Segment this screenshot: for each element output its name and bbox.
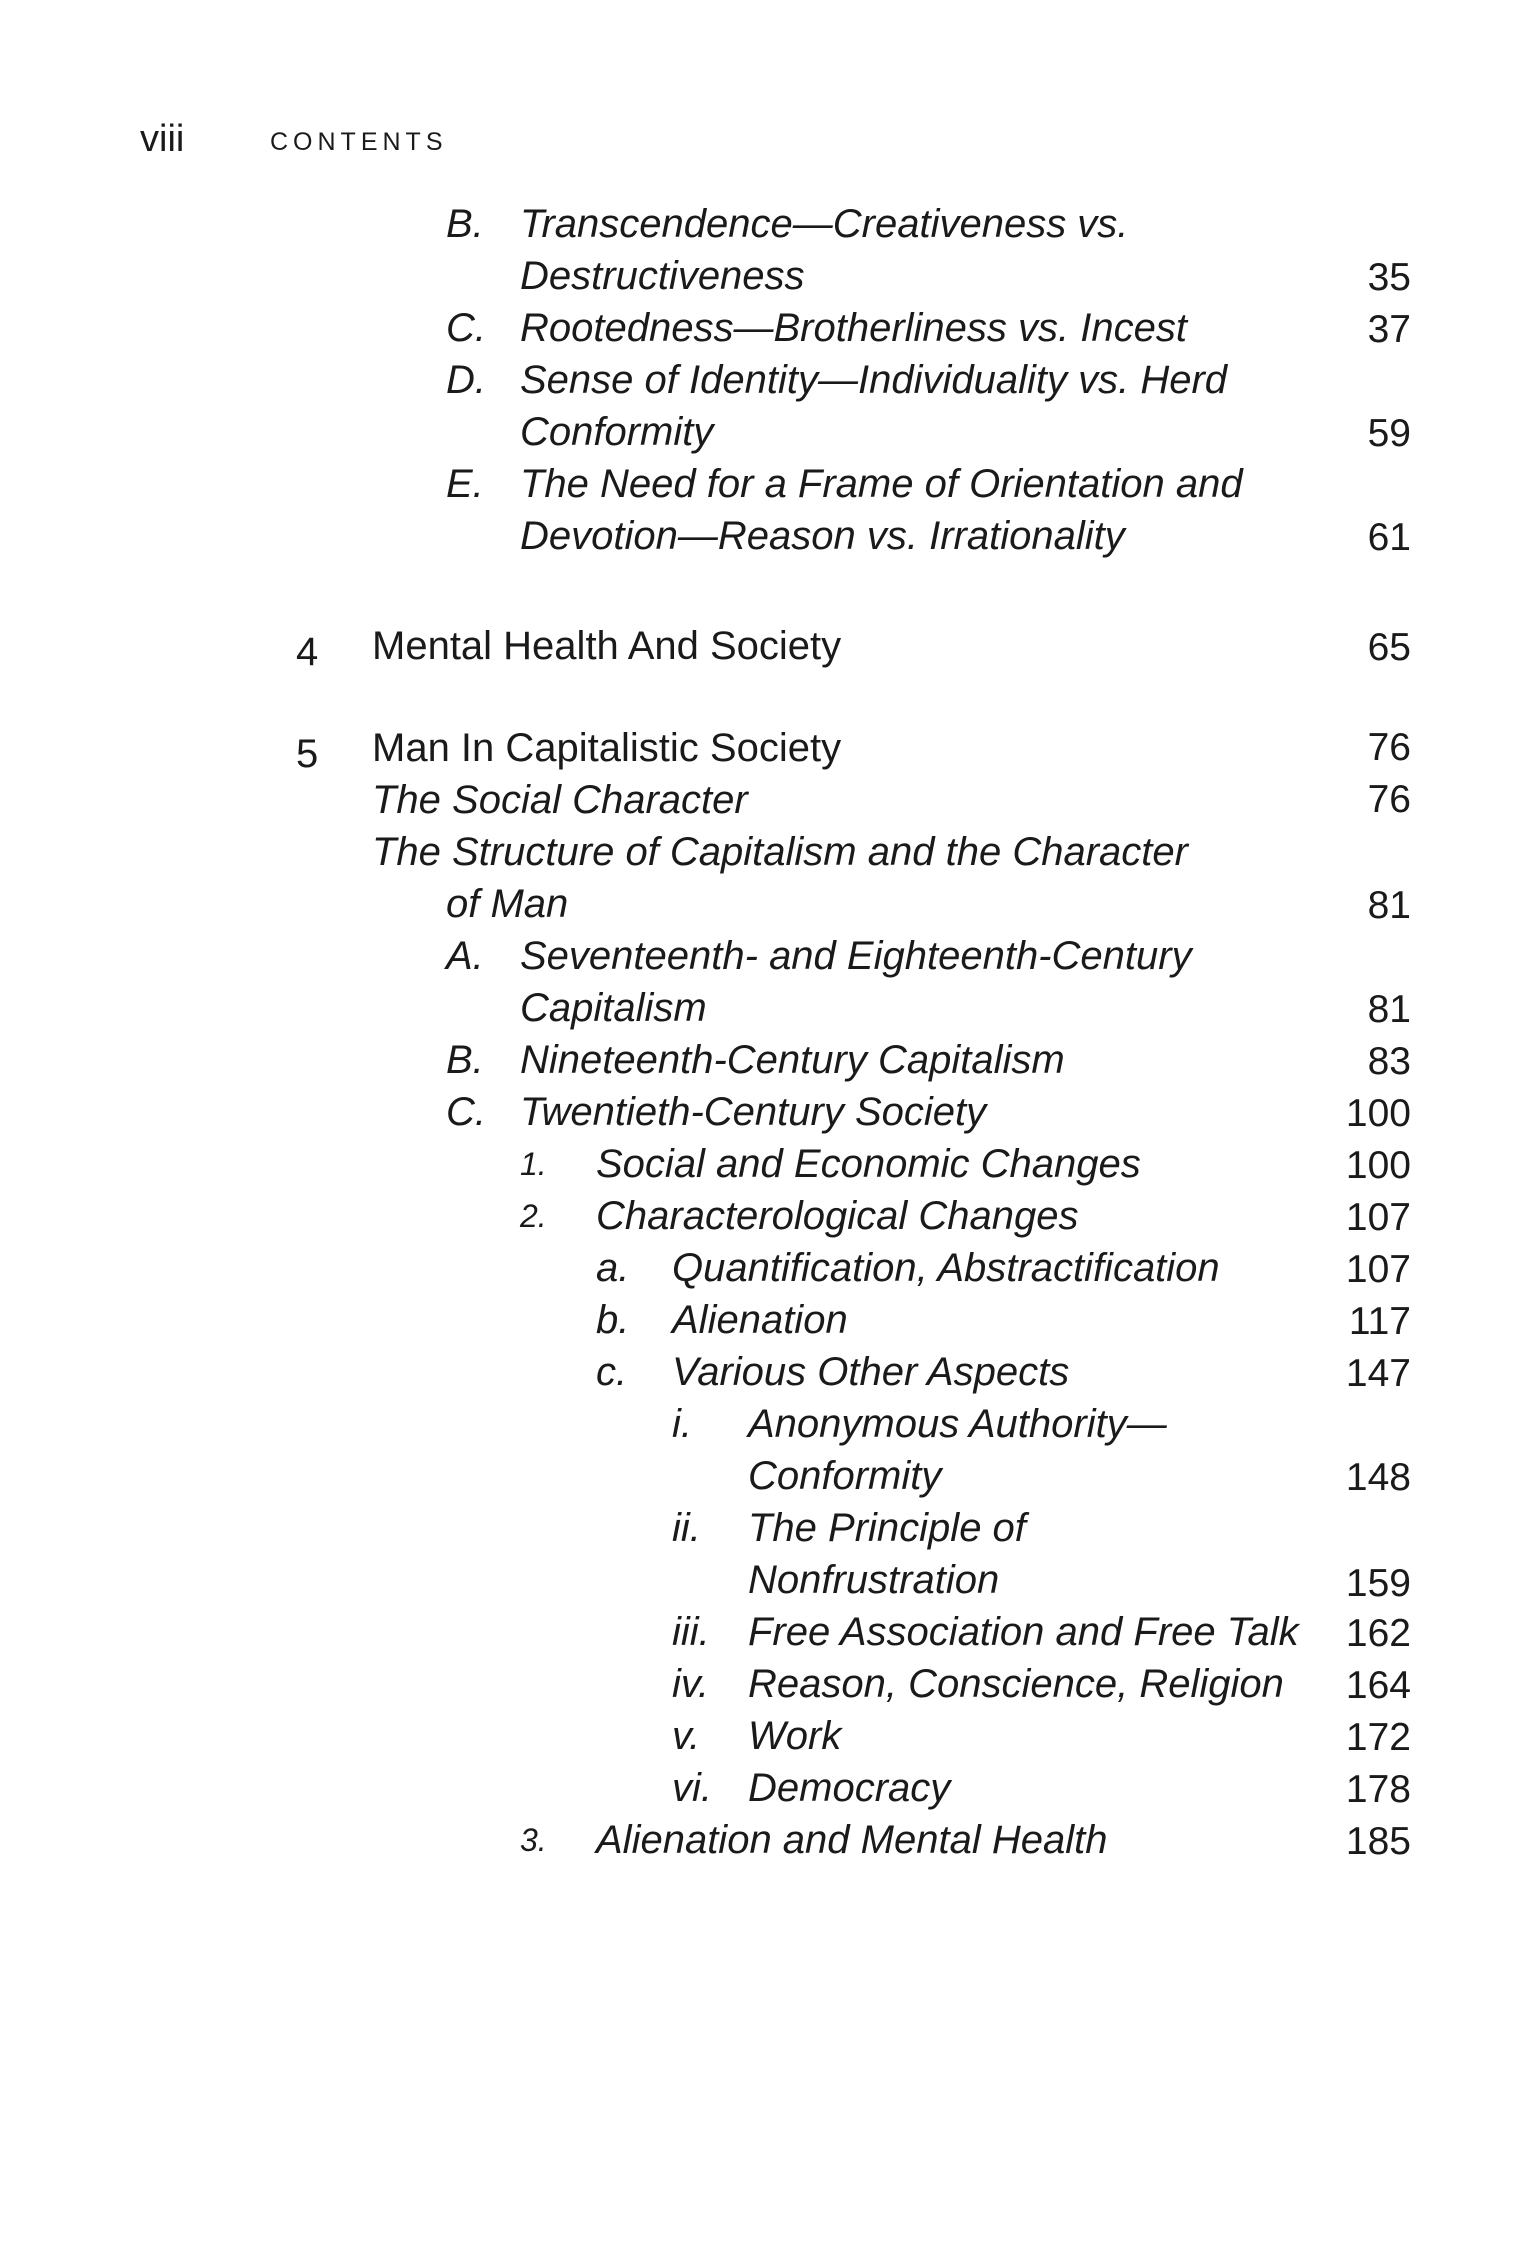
entry-title: Twentieth-Century Society xyxy=(520,1090,987,1134)
toc-entry xyxy=(748,1606,1299,1658)
toc-entry xyxy=(520,930,1192,982)
entry-title: The Principle of xyxy=(748,1506,1026,1550)
toc-entry xyxy=(672,1658,709,1710)
entry-page-number: 185 xyxy=(1345,1820,1411,1863)
entry-page-number: 159 xyxy=(1345,1562,1411,1605)
entry-label: c. xyxy=(596,1350,628,1394)
entry-label: v. xyxy=(672,1714,701,1758)
toc-entry xyxy=(520,406,713,458)
toc-entry xyxy=(520,458,1243,510)
entry-title: The Need for a Frame of Orientation and xyxy=(520,462,1243,506)
entry-title: Destructiveness xyxy=(520,254,805,298)
toc-entry xyxy=(596,1190,1079,1242)
toc-entry xyxy=(520,302,1187,354)
entry-label: iii. xyxy=(672,1610,710,1654)
toc-entry xyxy=(596,1242,629,1294)
chapter-title: Mental Health And Society xyxy=(372,624,842,668)
toc-section xyxy=(446,878,568,930)
entry-label: 1. xyxy=(520,1146,547,1182)
entry-title: Seventeenth- and Eighteenth-Century xyxy=(520,934,1192,978)
entry-label: D. xyxy=(446,358,486,402)
entry-label: 2. xyxy=(520,1198,547,1234)
entry-page-number: 147 xyxy=(1345,1352,1411,1395)
toc-entry xyxy=(672,1606,710,1658)
entry-page-number: 59 xyxy=(1367,412,1411,455)
toc-section xyxy=(372,826,1188,878)
toc-entry xyxy=(672,1762,712,1814)
entry-label: a. xyxy=(596,1246,630,1290)
toc-entry xyxy=(520,982,707,1034)
toc-entry xyxy=(520,1814,547,1866)
toc-entry xyxy=(520,354,1227,406)
page-folio: viii xyxy=(140,118,185,160)
toc-entry xyxy=(446,354,486,406)
toc-entry xyxy=(446,1034,484,1086)
entry-page-number: 162 xyxy=(1345,1612,1411,1655)
entry-title: Democracy xyxy=(748,1766,951,1810)
entry-title: Various Other Aspects xyxy=(672,1350,1070,1394)
toc-entry xyxy=(672,1346,1069,1398)
entry-title: Transcendence—Creativeness vs. xyxy=(520,202,1129,246)
toc-entry xyxy=(672,1242,1220,1294)
toc-entry xyxy=(520,1138,547,1190)
entry-label: B. xyxy=(446,1038,484,1082)
toc-entry xyxy=(748,1502,1026,1554)
entry-label: b. xyxy=(596,1298,630,1342)
entry-page-number: 172 xyxy=(1345,1716,1411,1759)
entry-page-number: 148 xyxy=(1345,1456,1411,1499)
toc-entry xyxy=(748,1762,950,1814)
entry-label: iv. xyxy=(672,1662,710,1706)
entry-title: Sense of Identity—Individuality vs. Herd xyxy=(520,358,1228,402)
toc-entry xyxy=(672,1294,848,1346)
toc-entry xyxy=(748,1450,941,1502)
toc-entry xyxy=(446,930,484,982)
toc-entry xyxy=(596,1346,627,1398)
toc-entry xyxy=(446,458,484,510)
toc-section xyxy=(372,774,748,826)
toc-entry xyxy=(446,198,484,250)
entry-title: Conformity xyxy=(520,410,714,454)
entry-label: i. xyxy=(672,1402,692,1446)
entry-page-number: 81 xyxy=(1367,884,1411,927)
toc-entry xyxy=(672,1398,692,1450)
entry-page-number: 100 xyxy=(1345,1092,1411,1135)
toc-entry xyxy=(520,1190,547,1242)
entry-title: Social and Economic Changes xyxy=(596,1142,1141,1186)
entry-title: of Man xyxy=(446,882,569,926)
running-head: CONTENTS xyxy=(270,128,448,156)
entry-page-number: 76 xyxy=(1367,726,1411,769)
toc-chapter xyxy=(372,722,841,774)
entry-title: Nineteenth-Century Capitalism xyxy=(520,1038,1065,1082)
entry-title: Characterological Changes xyxy=(596,1194,1079,1238)
entry-page-number: 35 xyxy=(1367,256,1411,299)
entry-title: The Social Character xyxy=(372,778,748,822)
toc-entry xyxy=(446,302,486,354)
toc-entry xyxy=(520,1034,1065,1086)
toc-entry xyxy=(596,1138,1141,1190)
entry-page-number: 83 xyxy=(1367,1040,1411,1083)
toc-entry xyxy=(748,1554,999,1606)
entry-label: E. xyxy=(446,462,484,506)
chapter-number: 5 xyxy=(296,732,319,776)
entry-page-number: 178 xyxy=(1345,1768,1411,1811)
entry-page-number: 117 xyxy=(1348,1300,1411,1343)
entry-page-number: 107 xyxy=(1345,1248,1411,1291)
entry-page-number: 81 xyxy=(1367,988,1411,1031)
toc-entry xyxy=(520,510,1125,562)
entry-title: Quantification, Abstractification xyxy=(672,1246,1220,1290)
entry-page-number: 100 xyxy=(1345,1144,1411,1187)
entry-title: Free Association and Free Talk xyxy=(748,1610,1299,1654)
entry-page-number: 37 xyxy=(1367,308,1411,351)
entry-page-number: 61 xyxy=(1367,516,1411,559)
toc-entry xyxy=(672,1502,701,1554)
toc-chapter xyxy=(372,620,841,672)
entry-page-number: 65 xyxy=(1367,626,1411,669)
chapter-title: Man In Capitalistic Society xyxy=(372,726,842,770)
entry-title: Devotion—Reason vs. Irrationality xyxy=(520,514,1125,558)
chapter-number: 4 xyxy=(296,630,319,674)
entry-title: Nonfrustration xyxy=(748,1558,1000,1602)
entry-title: Alienation and Mental Health xyxy=(596,1818,1108,1862)
entry-title: Alienation xyxy=(672,1298,848,1342)
toc-entry xyxy=(520,1086,986,1138)
entry-title: The Structure of Capitalism and the Character xyxy=(372,830,1188,874)
entry-title: Anonymous Authority— xyxy=(748,1402,1167,1446)
entry-label: ii. xyxy=(672,1506,701,1550)
toc-entry xyxy=(672,1710,700,1762)
toc-entry xyxy=(748,1710,841,1762)
toc-entry xyxy=(748,1398,1167,1450)
entry-label: A. xyxy=(446,934,484,978)
entry-title: Conformity xyxy=(748,1454,942,1498)
entry-title: Rootedness—Brotherliness vs. Incest xyxy=(520,306,1187,350)
toc-entry xyxy=(520,250,805,302)
entry-page-number: 107 xyxy=(1345,1196,1411,1239)
entry-label: vi. xyxy=(672,1766,712,1810)
entry-title: Work xyxy=(748,1714,842,1758)
entry-label: C. xyxy=(446,306,486,350)
toc-entry xyxy=(596,1294,629,1346)
toc-entry xyxy=(520,198,1128,250)
entry-label: 3. xyxy=(520,1822,547,1858)
entry-label: B. xyxy=(446,202,484,246)
toc-entry xyxy=(596,1814,1107,1866)
entry-title: Capitalism xyxy=(520,986,707,1030)
entry-title: Reason, Conscience, Religion xyxy=(748,1662,1284,1706)
entry-label: C. xyxy=(446,1090,486,1134)
toc-entry xyxy=(748,1658,1284,1710)
entry-page-number: 164 xyxy=(1345,1664,1411,1707)
entry-page-number: 76 xyxy=(1367,778,1411,821)
toc-entry xyxy=(446,1086,486,1138)
